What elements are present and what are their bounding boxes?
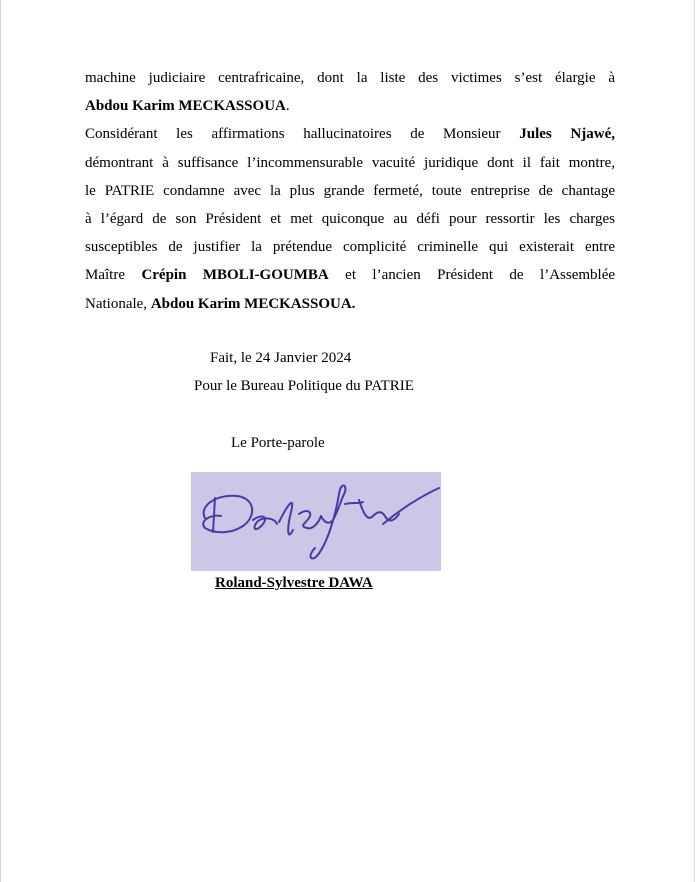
period: . <box>285 98 290 115</box>
nationale-prefix: Nationale, <box>85 295 151 312</box>
paragraph-2-line-2: démontrant à suffisance l’incommensurable vacuité juridique dont il fait montre, <box>85 154 615 171</box>
paragraph-2-line-3: le PATRIE condamne avec la plus grande fermeté, toute entreprise de chantage <box>85 182 615 199</box>
paragraph-2-line-7 <box>85 290 615 318</box>
paragraph-2 <box>85 120 615 317</box>
paragraph-1 <box>85 64 615 120</box>
role-label: Le Porte-parole <box>231 435 325 451</box>
paragraph-1-line-2 <box>85 92 615 120</box>
body-text <box>85 64 615 318</box>
paragraph-2-line-4: à l’égard de son Président et met quiconque au défi pour ressortir les charges <box>85 211 615 228</box>
paragraph-2-intro: Considérant les affirmations hallucinatoires de Monsieur <box>85 126 520 143</box>
name-mboli-goumba: Crépin MBOLI-GOUMBA <box>141 267 329 284</box>
name-meckassoua-1: Abdou Karim MECKASSOUA <box>85 98 286 115</box>
handwritten-signature-icon <box>191 472 441 571</box>
paragraph-2-line-6 <box>85 261 615 289</box>
name-njawe: Jules Njawé, <box>519 126 615 143</box>
maitre-prefix: Maître <box>85 267 142 284</box>
paragraph-2-line-1 <box>85 120 615 148</box>
paragraph-1-line-1: machine judiciaire centrafricaine, dont la liste des victimes s’est élargie à <box>85 70 615 86</box>
name-meckassoua-2: Abdou Karim MECKASSOUA. <box>150 295 356 312</box>
signatory-name: Roland-Sylvestre DAWA <box>215 575 373 591</box>
paragraph-2-line-5: susceptibles de justifier la prétendue complicité criminelle qui existerait entre <box>85 239 615 256</box>
date-line: Fait, le 24 Janvier 2024 <box>210 350 352 366</box>
line-6-tail: et l’ancien Président de l’Assemblée <box>328 267 616 284</box>
signature-image <box>191 472 441 571</box>
bureau-line: Pour le Bureau Politique du PATRIE <box>194 378 414 394</box>
